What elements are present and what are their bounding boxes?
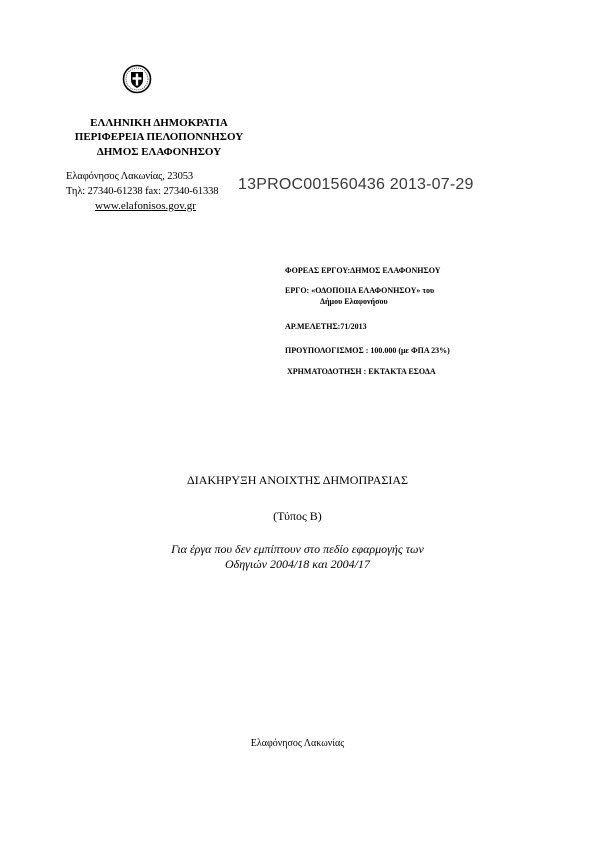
header-municipality: ΔΗΜΟΣ ΕΛΑΦΟΝΗΣΟΥ <box>96 146 222 158</box>
document-subtitle-line1: Για έργα που δεν εμπίπτουν στο πεδίο εφαρμογής των <box>171 542 424 556</box>
project-funding: ΧΡΗΜΑΤΟΔΟΤΗΣΗ : ΕΚΤΑΚΤΑ ΕΣΟΔΑ <box>287 367 436 376</box>
document-type: (Τύπος Β) <box>273 509 322 523</box>
greek-state-emblem-icon <box>122 64 152 94</box>
project-name: ΕΡΓΟ: «ΟΔΟΠΟΙΙΑ ΕΛΑΦΟΝΗΣΟΥ» του <box>285 286 435 295</box>
project-budget: ΠΡΟΥΠΟΛΟΓΙΣΜΟΣ : 100.000 (με ΦΠΑ 23%) <box>285 346 450 355</box>
website-link[interactable]: www.elafonisos.gov.gr <box>95 200 196 212</box>
study-number: ΑΡ.ΜΕΛΕΤΗΣ:71/2013 <box>285 322 367 331</box>
project-name-line2: Δήμου Ελαφονήσου <box>320 297 388 306</box>
address-location: Ελαφόνησος Λακωνίας, 23053 <box>66 171 194 182</box>
header-country: ΕΛΛΗΝΙΚΗ ΔΗΜΟΚΡΑΤΙΑ <box>90 117 228 129</box>
document-subtitle-line2: Οδηγιών 2004/18 και 2004/17 <box>224 557 371 571</box>
address-phone: Τηλ: 27340-61238 fax: 27340-61338 <box>66 186 219 197</box>
protocol-stamp: 13PROC001560436 2013-07-29 <box>238 176 474 193</box>
footer-place: Ελαφόνησος Λακωνίας <box>250 738 345 749</box>
document-title: ΔΙΑΚΗΡΥΞΗ ΑΝΟΙΧΤΗΣ ΔΗΜΟΠΡΑΣΙΑΣ <box>186 473 408 487</box>
header-region: ΠΕΡΙΦΕΡΕΙΑ ΠΕΛΟΠΟΝΝΗΣΟΥ <box>74 131 244 143</box>
project-agency: ΦΟΡΕΑΣ ΕΡΓΟΥ:ΔΗΜΟΣ ΕΛΑΦΟΝΗΣΟΥ <box>285 266 441 275</box>
